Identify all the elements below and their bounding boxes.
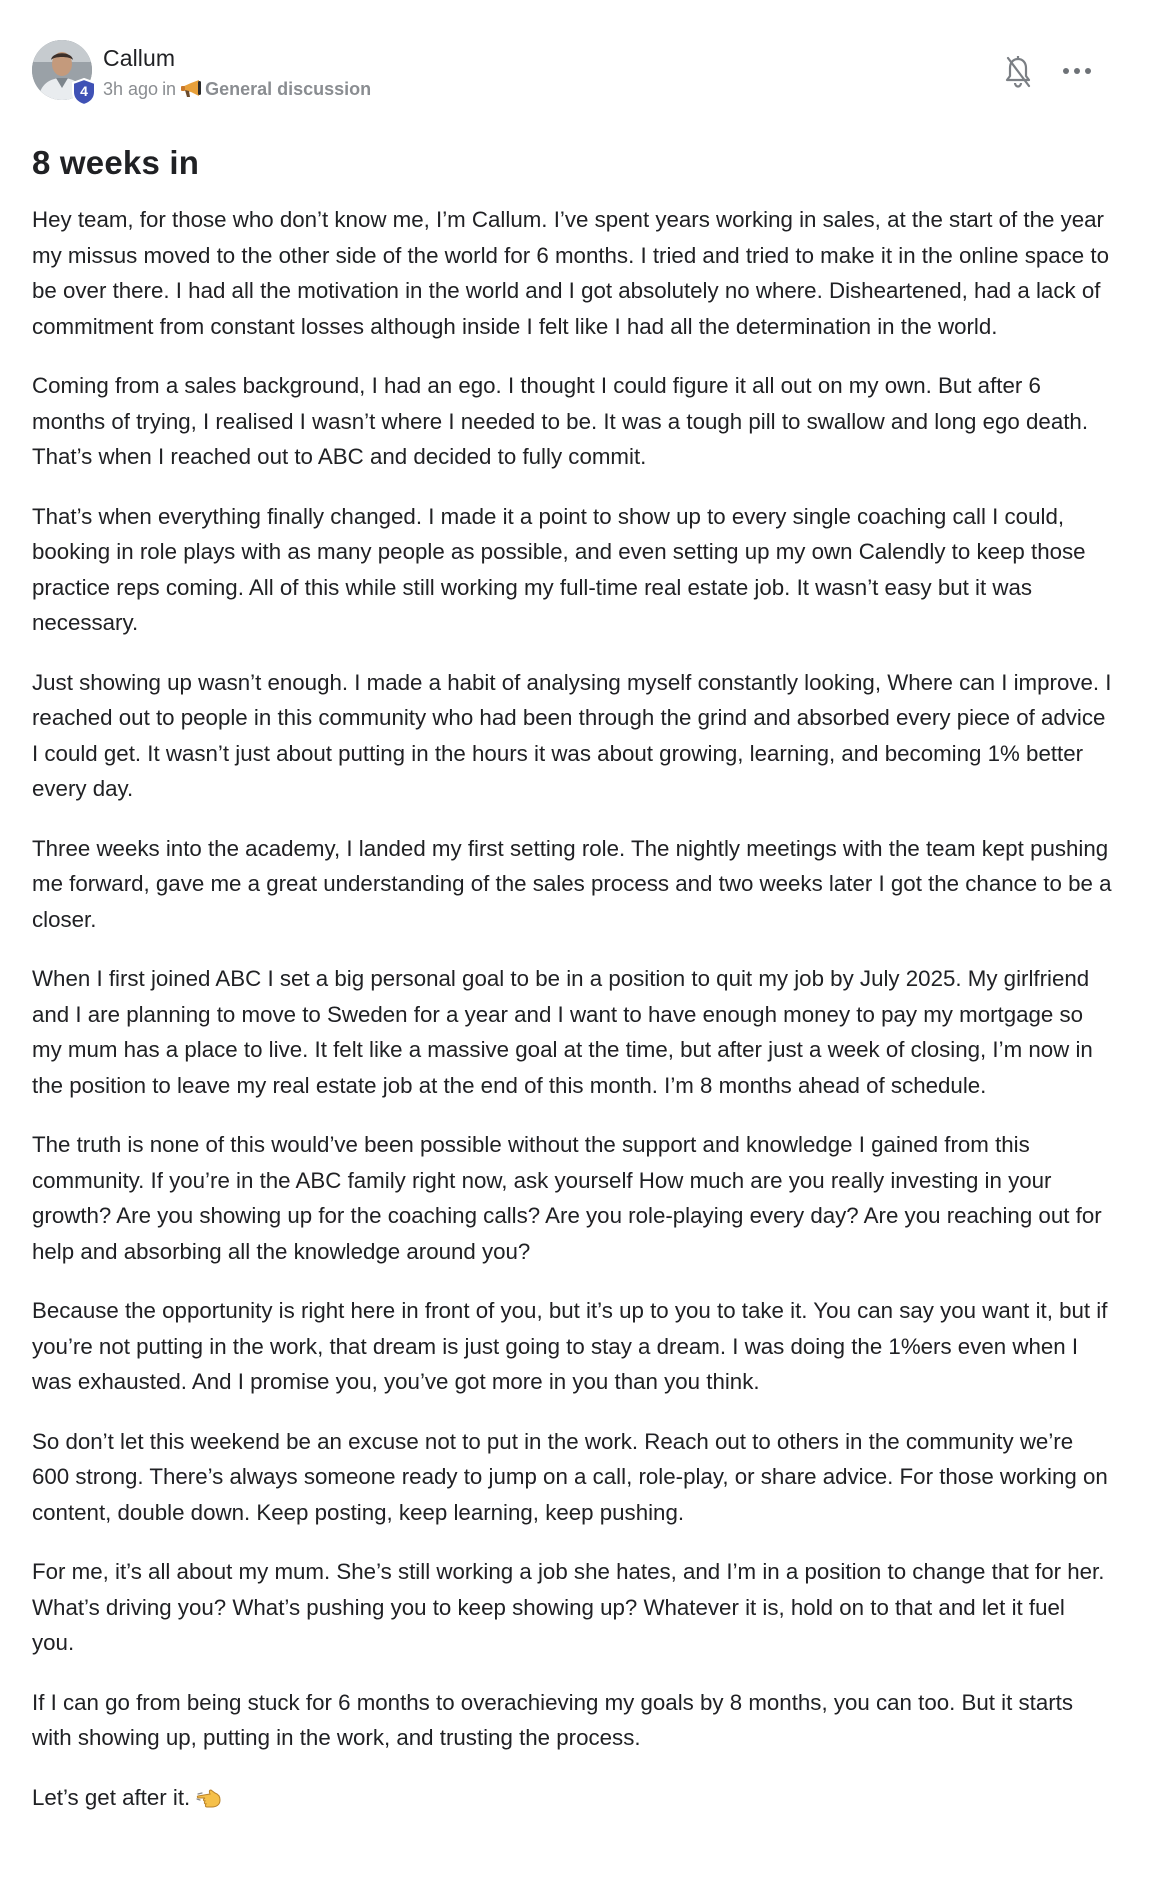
post-paragraph: If I can go from being stuck for 6 months to overachieving my goals by 8 months, you can too. But it starts with showing up, putting in the work, and trusting the process. (32, 1689, 1074, 1750)
post-paragraph: Just showing up wasn’t enough. I made a habit of analysing myself constantly looking, Where can I improve. I reached out to people in this community who had been through the grind and absorbed every piece of advice I could get. It wasn’t just about putting in the hours it was about growing, learning, and becoming 1% better every day. (32, 669, 1112, 801)
post-header (32, 40, 1112, 102)
post-body (32, 202, 1112, 1819)
post-closing-line (32, 1780, 1112, 1820)
post-paragraph: For me, it’s all about my mum. She’s still working a job she hates, and I’m in a position to change that for her. What’s driving you? What’s pushing you to keep showing up? Whatever it is, hold on to that and let it fuel you. (32, 1559, 1105, 1655)
post-paragraph: The truth is none of this would’ve been possible without the support and knowledge I gained from this community. If you’re in the ABC family right now, ask yourself How much are you really investing in your growth? Are you showing up for the coaching calls? Are you role-playing every day? Are you reaching out for help and absorbing all the knowledge around you? (32, 1132, 1102, 1264)
more-horizontal-icon[interactable] (1060, 62, 1094, 80)
post-title: 8 weeks in (32, 144, 200, 181)
bell-slash-icon[interactable] (1002, 54, 1034, 90)
post-paragraph: That’s when everything finally changed. I made it a point to show up to every single coaching call I could, booking in role plays with as many people as possible, and even setting up my own Calendly to keep those practice reps coming. All of this while still working my full-time real estate job. It wasn’t easy but it was necessary. (32, 503, 1086, 635)
meta-in-word: in (162, 79, 177, 99)
megaphone-icon (180, 80, 202, 103)
post-meta (103, 79, 371, 103)
post-card (32, 40, 1112, 1819)
left-pointing-hand-emoji-icon (196, 1784, 222, 1820)
post-paragraph: Because the opportunity is right here in front of you, but it’s up to you to take it. You can say you want it, but if you’re not putting in the work, that dream is just going to stay a dream. I was doing the 1%ers even when I was exhausted. And I promise you, you’ve got more in you than you think. (32, 1298, 1108, 1394)
post-paragraph: Three weeks into the academy, I landed my first setting role. The nightly meetings with the team kept pushing me forward, gave me a great understanding of the sales process and two weeks later I got the chance to be a closer. (32, 835, 1112, 932)
post-paragraph: Coming from a sales background, I had an ego. I thought I could figure it all out on my own. But after 6 months of trying, I realised I wasn’t where I needed to be. It was a tough pill to swallow and long ego death. That’s when I reached out to ABC and decided to fully commit. (32, 373, 1089, 469)
level-badge (71, 78, 97, 106)
author-name[interactable]: Callum (103, 45, 176, 71)
category-link[interactable]: General discussion (205, 79, 372, 99)
post-paragraph: Hey team, for those who don’t know me, I’m Callum. I’ve spent years working in sales, at the start of the year my missus moved to the other side of the world for 6 months. I tried and tried to make it in the online space to be over there. I had all the motivation in the world and I got absolutely no where. Disheartened, had a lack of commitment from constant losses although inside I felt like I had all the determination in the world. (32, 207, 1109, 339)
level-number: 4 (80, 83, 88, 99)
post-closing-text: Let’s get after it. (32, 1784, 191, 1810)
post-paragraph: When I first joined ABC I set a big personal goal to be in a position to quit my job by July 2025. My girlfriend and I are planning to move to Sweden for a year and I want to have enough money to pay my mortgage so my mum has a place to live. It felt like a massive goal at the time, but after just a week of closing, I’m now in the position to leave my real estate job at the end of this month. I’m 8 months ahead of schedule. (32, 966, 1093, 1098)
post-time[interactable]: 3h ago (103, 79, 159, 99)
post-paragraph: So don’t let this weekend be an excuse not to put in the work. Reach out to others in the community we’re 600 strong. There’s always someone ready to jump on a call, role-play, or share advice. For those working on content, double down. Keep posting, keep learning, keep pushing. (32, 1428, 1108, 1525)
